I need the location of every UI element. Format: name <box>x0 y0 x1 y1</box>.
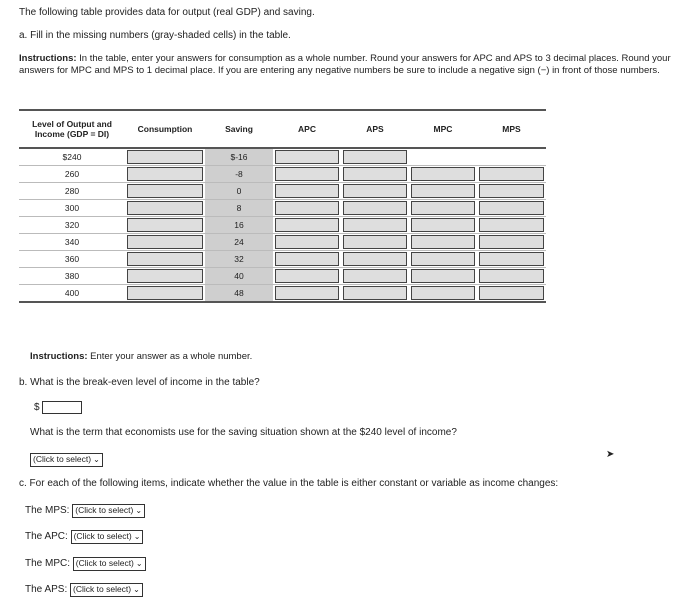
chevron-down-icon: ⌄ <box>93 455 100 464</box>
item-aps-select-text: (Click to select) <box>73 584 132 594</box>
mpc-input[interactable] <box>411 286 475 300</box>
income-cell: 360 <box>19 251 125 268</box>
item-mpc-select-text: (Click to select) <box>75 558 134 568</box>
apc-input-cell[interactable] <box>273 285 341 303</box>
mpc-input[interactable] <box>411 235 475 249</box>
mpc-input-cell[interactable] <box>409 285 477 303</box>
intro-text: The following table provides data for output (real GDP) and saving. <box>19 7 315 18</box>
instructions-b <box>30 351 690 363</box>
mpc-input-cell[interactable] <box>409 166 477 183</box>
aps-input-cell[interactable] <box>341 234 409 251</box>
item-apc-select[interactable] <box>71 530 144 544</box>
item-mps-select[interactable] <box>72 504 145 518</box>
saving-cell: $-16 <box>205 148 273 166</box>
item-aps <box>25 583 143 597</box>
break-even-input[interactable] <box>42 401 82 414</box>
mps-input-cell[interactable] <box>477 251 546 268</box>
mpc-input-cell[interactable] <box>409 251 477 268</box>
instructions-table <box>19 53 679 76</box>
item-apc <box>25 530 143 544</box>
aps-input-cell[interactable] <box>341 166 409 183</box>
consumption-input[interactable] <box>127 269 203 283</box>
consumption-input[interactable] <box>127 184 203 198</box>
income-cell: $240 <box>19 148 125 166</box>
saving-cell: 24 <box>205 234 273 251</box>
item-mps-label: The MPS: <box>25 505 70 516</box>
apc-input[interactable] <box>275 184 339 198</box>
aps-input[interactable] <box>343 235 407 249</box>
table-row <box>19 285 546 303</box>
saving-cell: -8 <box>205 166 273 183</box>
mps-input-cell[interactable] <box>477 285 546 303</box>
item-mpc-select[interactable] <box>73 557 146 571</box>
header-mps: MPS <box>477 110 546 148</box>
mps-input-cell[interactable] <box>477 200 546 217</box>
apc-input-cell[interactable] <box>273 234 341 251</box>
term-select-box[interactable] <box>30 453 103 467</box>
aps-input-cell[interactable] <box>341 251 409 268</box>
mpc-input[interactable] <box>411 252 475 266</box>
mpc-input[interactable] <box>411 201 475 215</box>
apc-input[interactable] <box>275 201 339 215</box>
apc-input-cell[interactable] <box>273 200 341 217</box>
apc-input-cell[interactable] <box>273 166 341 183</box>
mpc-input-cell[interactable] <box>409 268 477 285</box>
saving-cell: 48 <box>205 285 273 303</box>
header-mpc: MPC <box>409 110 477 148</box>
mps-input-cell[interactable] <box>477 268 546 285</box>
aps-input[interactable] <box>343 184 407 198</box>
item-apc-label: The APC: <box>25 531 68 542</box>
consumption-input-cell[interactable] <box>125 217 205 234</box>
mps-input[interactable] <box>479 201 544 215</box>
mps-input-cell[interactable] <box>477 166 546 183</box>
aps-input[interactable] <box>343 201 407 215</box>
aps-input[interactable] <box>343 167 407 181</box>
apc-input[interactable] <box>275 167 339 181</box>
chevron-down-icon: ⌄ <box>133 532 141 541</box>
term-select[interactable] <box>30 453 103 467</box>
income-cell: 380 <box>19 268 125 285</box>
apc-input[interactable] <box>275 150 339 164</box>
consumption-input-cell[interactable] <box>125 148 205 166</box>
mouse-cursor-icon: ➤ <box>606 449 615 460</box>
consumption-input-cell[interactable] <box>125 200 205 217</box>
header-income: Level of Output and Income (GDP = DI) <box>19 110 125 148</box>
aps-input[interactable] <box>343 252 407 266</box>
item-aps-label: The APS: <box>25 584 68 595</box>
consumption-input[interactable] <box>127 252 203 266</box>
consumption-input[interactable] <box>127 218 203 232</box>
apc-input-cell[interactable] <box>273 183 341 200</box>
mpc-input[interactable] <box>411 218 475 232</box>
apc-input-cell[interactable] <box>273 217 341 234</box>
table-row <box>19 148 546 166</box>
table-row <box>19 200 546 217</box>
aps-input-cell[interactable] <box>341 148 409 166</box>
saving-cell: 40 <box>205 268 273 285</box>
aps-input-cell[interactable] <box>341 285 409 303</box>
apc-input[interactable] <box>275 286 339 300</box>
consumption-input-cell[interactable] <box>125 166 205 183</box>
income-cell: 340 <box>19 234 125 251</box>
consumption-input-cell[interactable] <box>125 285 205 303</box>
item-mpc <box>25 557 146 571</box>
item-aps-select[interactable] <box>70 583 143 597</box>
instructions-b-text: Enter your answer as a whole number. <box>87 351 253 362</box>
consumption-input[interactable] <box>127 167 203 181</box>
term-question: What is the term that economists use for the saving situation shown at the $240 level of income? <box>30 427 457 438</box>
dollar-sign: $ <box>34 402 40 414</box>
header-apc: APC <box>273 110 341 148</box>
table-row <box>19 251 546 268</box>
term-select-text: (Click to select) <box>33 454 92 464</box>
aps-input-cell[interactable] <box>341 217 409 234</box>
aps-input-cell[interactable] <box>341 268 409 285</box>
income-cell: 260 <box>19 166 125 183</box>
instructions-text: In the table, enter your answers for consumption as a whole number. Round your answers for APC and APS to 3 decimal places. Round your answers for MPC and MPS to 1 decimal place. If you are entering any negative numbers be sure to include a negative sign (−) in front of those numbers. <box>19 53 671 76</box>
consumption-input-cell[interactable] <box>125 268 205 285</box>
mpc-input-cell[interactable] <box>409 183 477 200</box>
aps-input[interactable] <box>343 269 407 283</box>
aps-input[interactable] <box>343 218 407 232</box>
apc-input[interactable] <box>275 269 339 283</box>
mps-input[interactable] <box>479 252 544 266</box>
apc-input-cell[interactable] <box>273 268 341 285</box>
income-cell: 320 <box>19 217 125 234</box>
chevron-down-icon: ⌄ <box>135 559 143 568</box>
consumption-input[interactable] <box>127 286 203 300</box>
saving-cell: 8 <box>205 200 273 217</box>
header-consumption: Consumption <box>125 110 205 148</box>
part-a-text: a. Fill in the missing numbers (gray-shaded cells) in the table. <box>19 30 291 41</box>
consumption-input[interactable] <box>127 201 203 215</box>
mps-input[interactable] <box>479 269 544 283</box>
mpc-input[interactable] <box>411 269 475 283</box>
mps-input-cell[interactable] <box>477 183 546 200</box>
consumption-input-cell[interactable] <box>125 183 205 200</box>
part-c-text: c. For each of the following items, indicate whether the value in the table is either constant or variable as income changes: <box>19 478 559 489</box>
mpc-input[interactable] <box>411 184 475 198</box>
consumption-input[interactable] <box>127 150 203 164</box>
table-row <box>19 217 546 234</box>
mpc-input-cell[interactable] <box>409 217 477 234</box>
break-even-answer <box>34 401 82 414</box>
mps-input[interactable] <box>479 286 544 300</box>
chevron-down-icon: ⌄ <box>135 506 143 515</box>
instructions-b-label: Instructions: <box>30 351 88 362</box>
header-aps: APS <box>341 110 409 148</box>
mps-input-cell[interactable] <box>477 217 546 234</box>
apc-input-cell[interactable] <box>273 148 341 166</box>
item-mps <box>25 504 145 518</box>
saving-cell: 0 <box>205 183 273 200</box>
item-mps-select-text: (Click to select) <box>75 505 134 515</box>
mpc-input-cell[interactable] <box>409 200 477 217</box>
mps-input[interactable] <box>479 167 544 181</box>
header-saving: Saving <box>205 110 273 148</box>
instructions-label: Instructions: <box>19 53 77 64</box>
chevron-down-icon: ⌄ <box>133 585 140 594</box>
apc-input[interactable] <box>275 235 339 249</box>
mps-input[interactable] <box>479 235 544 249</box>
data-table <box>19 109 546 303</box>
table-row <box>19 268 546 285</box>
aps-input-cell[interactable] <box>341 183 409 200</box>
part-b-text: b. What is the break-even level of income in the table? <box>19 377 260 388</box>
mpc-input[interactable] <box>411 167 475 181</box>
mps-input[interactable] <box>479 184 544 198</box>
income-cell: 280 <box>19 183 125 200</box>
table-header-row <box>19 110 546 148</box>
apc-input-cell[interactable] <box>273 251 341 268</box>
income-cell: 400 <box>19 285 125 303</box>
mps-input-cell[interactable] <box>477 234 546 251</box>
table-row <box>19 183 546 200</box>
item-apc-select-text: (Click to select) <box>73 531 132 541</box>
apc-input[interactable] <box>275 252 339 266</box>
aps-input[interactable] <box>343 150 407 164</box>
income-cell: 300 <box>19 200 125 217</box>
aps-input-cell[interactable] <box>341 200 409 217</box>
mps-input[interactable] <box>479 218 544 232</box>
mpc-input-cell[interactable] <box>409 234 477 251</box>
saving-cell: 32 <box>205 251 273 268</box>
item-mpc-label: The MPC: <box>25 558 71 569</box>
consumption-input[interactable] <box>127 235 203 249</box>
mpc-input-cell[interactable] <box>409 148 477 166</box>
consumption-input-cell[interactable] <box>125 251 205 268</box>
mps-input-cell[interactable] <box>477 148 546 166</box>
aps-input[interactable] <box>343 286 407 300</box>
table-row <box>19 234 546 251</box>
saving-cell: 16 <box>205 217 273 234</box>
apc-input[interactable] <box>275 218 339 232</box>
consumption-input-cell[interactable] <box>125 234 205 251</box>
table-row <box>19 166 546 183</box>
